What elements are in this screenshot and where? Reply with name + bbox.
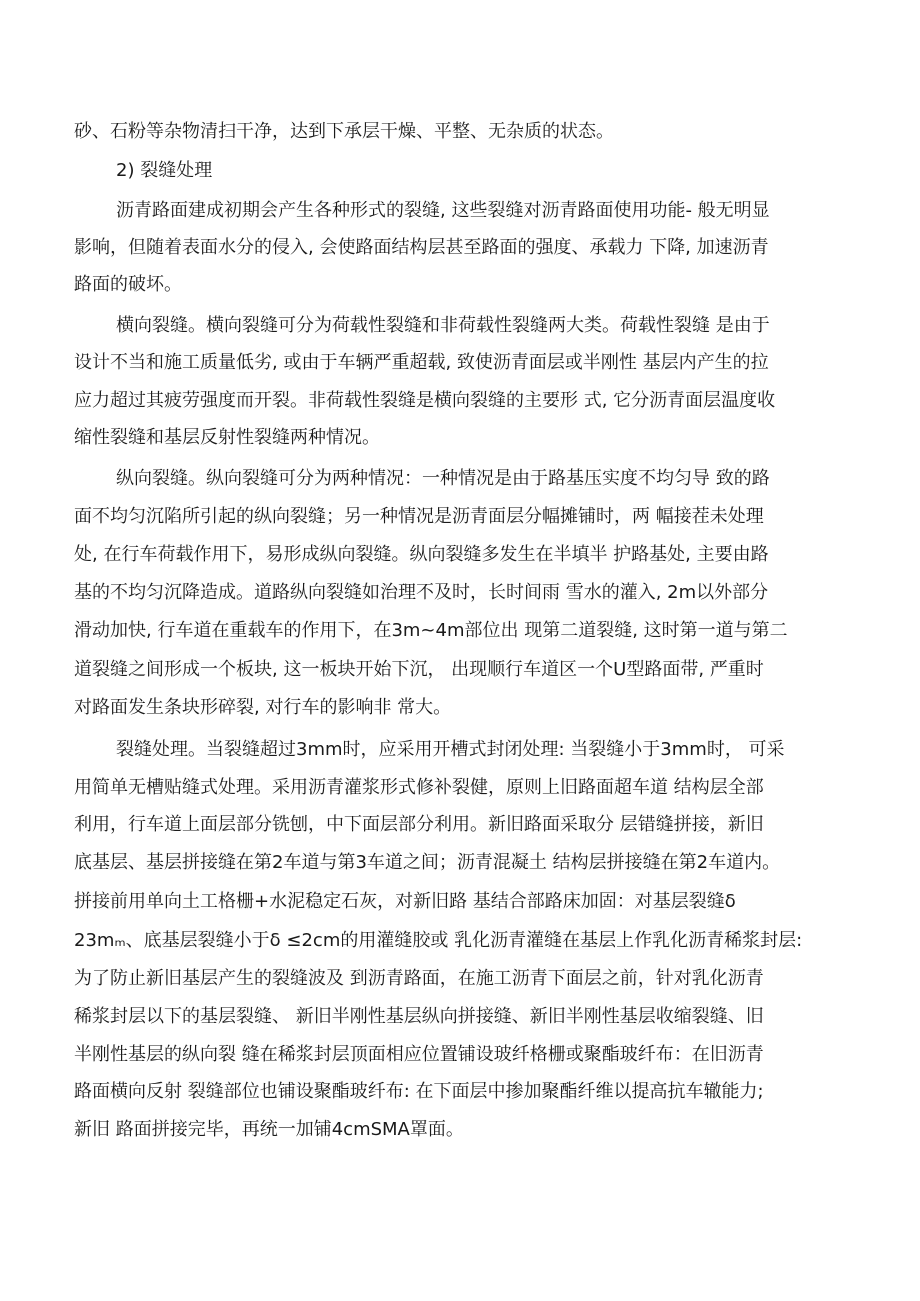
paragraph-line: 沥青路面建成初期会产生各种形式的裂缝, 这些裂缝对沥青路面使用功能- 般无明显 xyxy=(116,200,770,221)
paragraph-line: 面不均匀沉陷所引起的纵向裂缝；另一种情况是沥青面层分幅摊铺时，两 幅接茬未处理 xyxy=(74,506,764,527)
paragraph-line: 为了防止新旧基层产生的裂缝波及 到沥青路面，在施工沥青下面层之前，针对乳化沥青 xyxy=(74,968,764,989)
paragraph-line: 道裂缝之间形成一个板块, 这一板块开始下沉， 出现顺行车道区一个U型路面带, 严重时 xyxy=(74,659,764,680)
paragraph-line: 用简单无槽贴缝式处理。采用沥青灌浆形式修补裂健，原则上旧路面超车道 结构层全部 xyxy=(74,777,764,798)
paragraph-line: 新旧 路面拼接完毕，再统一加铺4cmSMA罩面。 xyxy=(74,1119,464,1140)
paragraph-line: 设计不当和施工质量低劣, 或由于车辆严重超载, 致使沥青面层或半刚性 基层内产生的拉 xyxy=(74,352,769,373)
paragraph-line: 23mₘ、底基层裂缝小于δ ≤2cm的用灌缝胶或 乳化沥青灌缝在基层上作乳化沥青稀浆封层: xyxy=(74,930,803,951)
paragraph-line: 基的不均匀沉降造成。道路纵向裂缝如治理不及时，长时间雨 雪水的灌入, 2m以外部分 xyxy=(74,582,769,603)
paragraph-line: 砂、石粉等杂物清扫干净，达到下承层干燥、平整、无杂质的状态。 xyxy=(74,121,614,142)
paragraph-line: 拼接前用单向土工格栅+水泥稳定石灰，对新旧路 基结合部路床加固：对基层裂缝δ xyxy=(74,891,736,912)
paragraph-line: 稀浆封层以下的基层裂缝、 新旧半刚性基层纵向拼接缝、新旧半刚性基层收缩裂缝、旧 xyxy=(74,1006,764,1027)
paragraph-line: 底基层、基层拼接缝在第2车道与第3车道之间；沥青混凝土 结构层拼接缝在第2车道内。 xyxy=(74,852,781,873)
paragraph-line: 处, 在行车荷载作用下，易形成纵向裂缝。纵向裂缝多发生在半填半 护路基处, 主要由路 xyxy=(74,544,769,565)
paragraph-line: 利用，行车道上面层部分铣刨，中下面层部分利用。新旧路面采取分 层错缝拼接，新旧 xyxy=(74,814,764,835)
paragraph-line: 缩性裂缝和基层反射性裂缝两种情况。 xyxy=(74,427,380,448)
paragraph-line: 应力超过其疲劳强度而开裂。非荷载性裂缝是横向裂缝的主要形 式, 它分沥青面层温度收 xyxy=(74,390,776,411)
paragraph-line: 纵向裂缝。纵向裂缝可分为两种情况：一种情况是由于路基压实度不均匀导 致的路 xyxy=(116,468,770,489)
paragraph-line: 影响，但随着表面水分的侵入, 会使路面结构层甚至路面的强度、承载力 下降, 加速沥青 xyxy=(74,237,769,258)
paragraph-line: 滑动加快, 行车道在重载车的作用下，在3m~4m部位出 现第二道裂缝, 这时第一道与第二 xyxy=(74,620,788,641)
paragraph-line: 横向裂缝。横向裂缝可分为荷载性裂缝和非荷载性裂缝两大类。荷载性裂缝 是由于 xyxy=(116,315,770,336)
paragraph-line: 裂缝处理。当裂缝超过3mm时，应采用开槽式封闭处理: 当裂缝小于3mm时， 可采 xyxy=(116,739,785,760)
section-heading: 2) 裂缝处理 xyxy=(116,160,213,181)
paragraph-line: 路面的破坏。 xyxy=(74,274,182,295)
paragraph-line: 半刚性基层的纵向裂 缝在稀浆封层顶面相应位置铺设玻纤格栅或聚酯玻纤布：在旧沥青 xyxy=(74,1044,764,1065)
paragraph-line: 对路面发生条块形碎裂, 对行车的影响非 常大。 xyxy=(74,697,452,718)
paragraph-line: 路面横向反射 裂缝部位也铺设聚酯玻纤布: 在下面层中掺加聚酯纤维以提高抗车辙能力; xyxy=(74,1081,764,1102)
